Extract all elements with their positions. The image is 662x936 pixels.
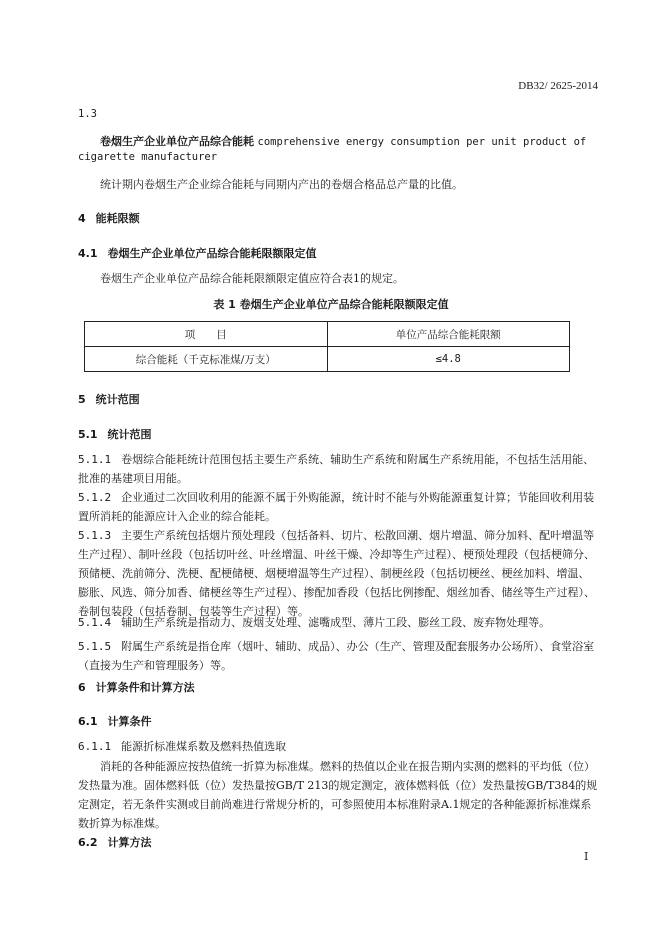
clause-6-1-1-number: 6.1.1 [78,740,112,753]
clause-5-1-5-number: 5.1.5 [78,640,112,653]
section-6-title: 计算条件和计算方法 [95,681,195,694]
clause-4-1-title: 卷烟生产企业单位产品综合能耗限额限定值 [107,247,317,260]
clause-5-1-number: 5.1 [78,428,98,441]
term-en-line2: cigarette manufacturer [78,151,218,163]
table-cell-label: 综合能耗（千克标准煤/万支） [85,347,328,372]
clause-6-2-number: 6.2 [78,836,98,849]
clause-5-1-3-text: 主要生产系统包括烟片预处理段（包括备料、切片、松散回潮、烟片增温、筛分加料、配叶增温等生产过程）、制叶丝段（包括切叶丝、叶丝增温、叶丝干燥、冷却等生产过程）、梗预处理段（包括梗筛分、预储梗、洗前筛分、洗梗、配梗储梗、烟梗增温等生产过程）、制梗丝段（包括切梗丝、梗丝加料、增温、膨胀、风选、筛分加香、储梗丝等生产过程）、掺配加香段（包括比例掺配、烟丝加香、储丝等生产过程）、卷制包装段（包括卷制、包装等生产过程）等。 [78,529,595,618]
clause-5-1-4-number: 5.1.4 [78,616,112,629]
clause-5-1-heading [78,426,152,442]
page-number: I [584,850,589,863]
clause-5-1-1 [78,450,600,488]
table-1 [84,321,570,372]
clause-1-3-number: 1.3 [78,108,97,120]
clause-5-1-5 [78,637,600,675]
clause-4-1-heading [78,245,317,261]
clause-6-1-number: 6.1 [78,715,98,728]
table-row [85,347,570,372]
clause-5-1-4-text: 辅助生产系统是指动力、废烟支处理、滤嘴成型、薄片工段、膨丝工段、废弃物处理等。 [121,616,551,629]
table-header-limit: 单位产品综合能耗限额 [327,322,570,347]
section-4-heading [78,210,140,226]
section-6-heading [78,679,195,695]
clause-1-3-term [100,133,586,149]
clause-5-1-4 [78,613,600,632]
table-header-item: 项 目 [85,322,328,347]
clause-5-1-3-number: 5.1.3 [78,529,112,542]
section-5-number: 5 [78,393,86,406]
clause-6-1-heading [78,713,152,729]
clause-5-1-5-text: 附属生产系统是指仓库（烟叶、辅助、成品）、办公（生产、管理及配套服务办公场所）、食堂浴室（直接为生产和管理服务）等。 [78,640,595,672]
clause-6-1-1-text: 消耗的各种能源应按热值统一折算为标准煤。燃料的热值以企业在报告期内实测的燃料的平均低（位）发热量为准。固体燃料低（位）发热量按GB/T 213的规定测定，液体燃料低（位）发热量按GB/T384的规定测定，若无条件实测或目前尚难进行常规分析的，可参照使用本标准附录A.1规定的各种能源折标准煤系数折算为标准煤。 [78,760,598,830]
clause-5-1-3 [78,526,600,621]
clause-6-2-heading [78,834,152,850]
section-4-title: 能耗限额 [95,212,140,225]
clause-6-1-1-title: 能源折标准煤系数及燃料热值选取 [121,740,287,753]
clause-5-1-title: 统计范围 [107,428,152,441]
section-4-number: 4 [78,212,86,225]
clause-5-1-2 [78,488,600,526]
clause-5-1-2-number: 5.1.2 [78,491,112,504]
clause-4-1-body: 卷烟生产企业单位产品综合能耗限额限定值应符合表1的规定。 [100,272,404,285]
table-1-caption: 表 1 卷烟生产企业单位产品综合能耗限额限定值 [213,298,449,311]
section-6-number: 6 [78,681,86,694]
clause-6-2-title: 计算方法 [107,836,152,849]
clause-5-1-2-text: 企业通过二次回收利用的能源不属于外购能源，统计时不能与外购能源重复计算；节能回收利用装置所消耗的能源应计入企业的综合能耗。 [78,491,595,523]
term-en-line1: comprehensive energy consumption per unit product of [257,136,587,148]
clause-6-1-1-heading [78,738,286,754]
section-5-heading [78,391,140,407]
table-cell-value: ≤4.8 [327,347,570,372]
table-header-row [85,322,570,347]
clause-5-1-1-text: 卷烟综合能耗统计范围包括主要生产系统、辅助生产系统和附属生产系统用能，不包括生活用能、批准的基建项目用能。 [78,453,595,485]
clause-1-3-definition: 统计期内卷烟生产企业综合能耗与同期内产出的卷烟合格品总产量的比值。 [100,178,463,191]
clause-6-1-title: 计算条件 [107,715,152,728]
section-5-title: 统计范围 [95,393,140,406]
doc-number: DB32/ 2625-2014 [518,80,598,92]
term-zh: 卷烟生产企业单位产品综合能耗 [100,135,254,148]
clause-4-1-number: 4.1 [78,247,98,260]
clause-5-1-1-number: 5.1.1 [78,453,112,466]
